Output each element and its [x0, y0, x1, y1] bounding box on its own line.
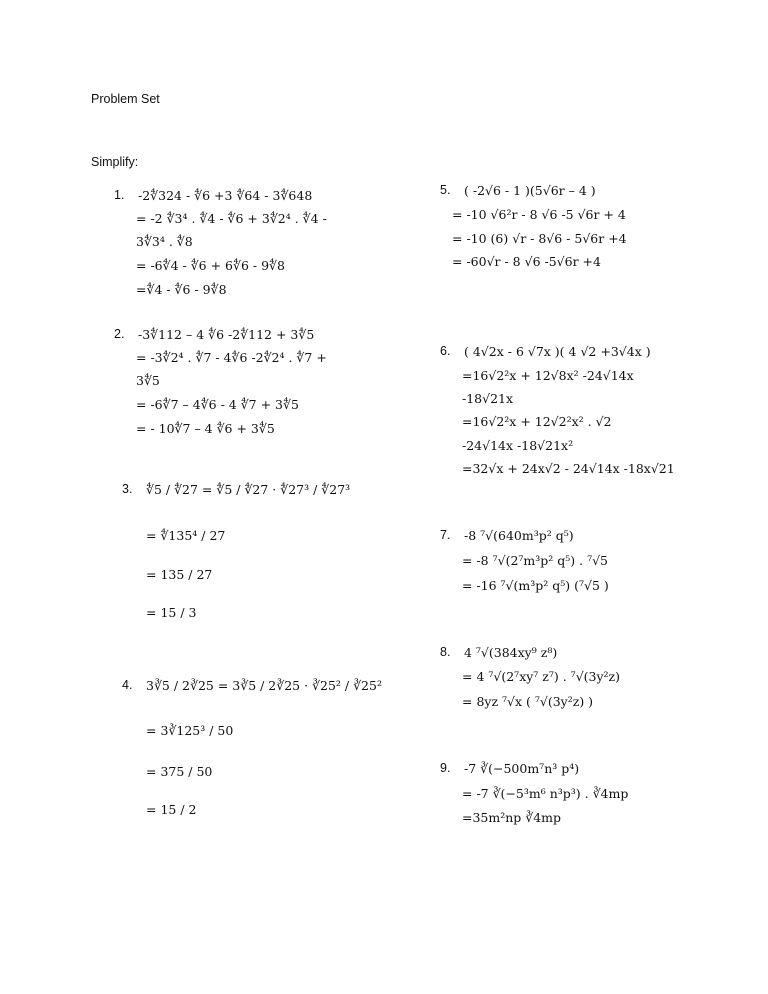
problem-line: = -6∜4 - ∜6 + 6∜6 - 9∜8 — [136, 258, 285, 273]
problem-line: ( -2√6 - 1 )(5√6r – 4 ) — [464, 183, 596, 198]
problem-line: 3∜3⁴ . ∜8 — [136, 234, 193, 249]
problem-line: -3∜112 – 4 ∜6 -2∜112 + 3∜5 — [138, 327, 315, 342]
problem-line: =∜4 - ∜6 - 9∜8 — [136, 282, 227, 297]
problem-line: -2∜324 - ∜6 +3 ∜64 - 3∜648 — [138, 188, 313, 203]
instruction: Simplify: — [91, 155, 139, 169]
problem-line: = ∜135⁴ / 27 — [146, 528, 226, 543]
problem-line: = -10 √6²r - 8 √6 -5 √6r + 4 — [452, 207, 626, 222]
problem-line: = 135 / 27 — [146, 567, 213, 582]
problem-line: = 4 ⁷√(2⁷xy⁷ z⁷) . ⁷√(3y²z) — [462, 669, 621, 684]
problem-line: = -10 (6) √r - 8√6 - 5√6r +4 — [452, 231, 627, 246]
problem-line: = -8 ⁷√(2⁷m³p² q⁵) . ⁷√5 — [462, 553, 609, 568]
problem-line: = -16 ⁷√(m³p² q⁵) (⁷√5 ) — [462, 578, 609, 593]
problem-line: = -7 ∛(−5³m⁶ n³p³) . ∛4mp — [462, 786, 629, 801]
problem-line: = -3∜2⁴ . ∜7 - 4∜6 -2∜2⁴ . ∜7 + — [136, 350, 327, 365]
problem-number: 8. — [440, 645, 451, 659]
problem-line: =16√2²x + 12√8x² -24√14x — [462, 368, 634, 383]
problem-number: 5. — [440, 183, 451, 197]
problem-line: 3∛5 / 2∛25 = 3∛5 / 2∛25 · ∛25² / ∛25² — [146, 678, 382, 693]
problem-line: -8 ⁷√(640m³p² q⁵) — [464, 528, 574, 543]
problem-number: 9. — [440, 761, 451, 775]
problem-number: 1. — [114, 188, 125, 202]
problem-line: ( 4√2x - 6 √7x )( 4 √2 +3√4x ) — [464, 344, 651, 359]
problem-number: 4. — [122, 678, 133, 692]
problem-line: =35m²np ∛4mp — [462, 810, 562, 825]
problem-line: = 15 / 2 — [146, 802, 197, 817]
problem-number: 2. — [114, 327, 125, 341]
problem-line: ∜5 / ∜27 = ∜5 / ∜27 · ∜27³ / ∜27³ — [146, 482, 351, 497]
problem-number: 6. — [440, 344, 451, 358]
problem-line: = -6∜7 – 4∜6 - 4 ∜7 + 3∜5 — [136, 397, 299, 412]
problem-line: = - 10∜7 – 4 ∜6 + 3∜5 — [136, 421, 275, 436]
problem-line: = -2 ∜3⁴ . ∜4 - ∜6 + 3∜2⁴ . ∜4 - — [136, 211, 327, 226]
problem-line: 4 ⁷√(384xy⁹ z⁸) — [464, 645, 558, 660]
problem-number: 7. — [440, 528, 451, 542]
problem-line: 3∜5 — [136, 373, 160, 388]
page-title: Problem Set — [91, 92, 160, 106]
problem-line: = 375 / 50 — [146, 764, 213, 779]
problem-line: -24√14x -18√21x² — [462, 438, 574, 453]
problem-line: = -60√r - 8 √6 -5√6r +4 — [452, 254, 601, 269]
problem-line: =16√2²x + 12√2²x² . √2 — [462, 414, 612, 429]
problem-line: -18√21x — [462, 391, 514, 406]
problem-line: = 3∛125³ / 50 — [146, 723, 234, 738]
problem-line: =32√x + 24x√2 - 24√14x -18x√21 — [462, 461, 675, 476]
problem-line: = 8yz ⁷√x ( ⁷√(3y²z) ) — [462, 694, 594, 709]
problem-line: = 15 / 3 — [146, 605, 197, 620]
problem-line: -7 ∛(−500m⁷n³ p⁴) — [464, 761, 580, 776]
problem-number: 3. — [122, 482, 133, 496]
